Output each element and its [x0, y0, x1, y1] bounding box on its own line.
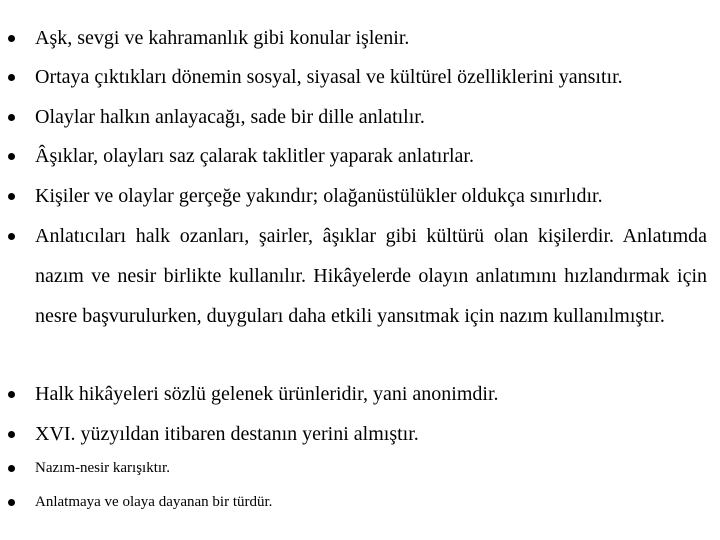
list-item-text: Ortaya çıktıkları dönemin sosyal, siyasal ve kültürel özelliklerini yansıtır. — [35, 66, 623, 88]
bullet-icon — [8, 153, 15, 160]
list-item-text: XVI. yüzyıldan itibaren destanın yerini almıştır. — [35, 423, 419, 445]
list-item-text: Nazım-nesir karışıktır. — [35, 460, 170, 476]
list-item-text: Aşk, sevgi ve kahramanlık gibi konular işlenir. — [35, 27, 410, 49]
bullet-icon — [8, 35, 15, 42]
list-item-text: Anlatmaya ve olaya dayanan bir türdür. — [35, 494, 273, 510]
bullet-icon — [8, 465, 15, 472]
bullet-icon — [8, 499, 15, 506]
bullet-icon — [8, 233, 15, 240]
list-item-text: Anlatıcıları halk ozanları, şairler, âşıklar gibi kültürü olan kişilerdir. Anlatımda nazım ve nesir birlikte kullanılır. Hikâyelerde olayın anlatımını hızlandırmak için nesre başvurulurken, duyguları daha etkili yansıtmak için nazım kullanılmıştır. — [35, 225, 707, 327]
bullet-icon — [8, 114, 15, 121]
list-item-text: Âşıklar, olayları saz çalarak taklitler yaparak anlatırlar. — [35, 145, 474, 167]
list-item-text: Halk hikâyeleri sözlü gelenek ürünleridir, yani anonimdir. — [35, 383, 499, 405]
bullet-icon — [8, 74, 15, 81]
list-item-text: Kişiler ve olaylar gerçeğe yakındır; olağanüstülükler oldukça sınırlıdır. — [35, 185, 603, 207]
list-item-text: Olaylar halkın anlayacağı, sade bir dille anlatılır. — [35, 106, 425, 128]
bullet-icon — [8, 431, 15, 438]
bullet-icon — [8, 193, 15, 200]
bullet-icon — [8, 391, 15, 398]
